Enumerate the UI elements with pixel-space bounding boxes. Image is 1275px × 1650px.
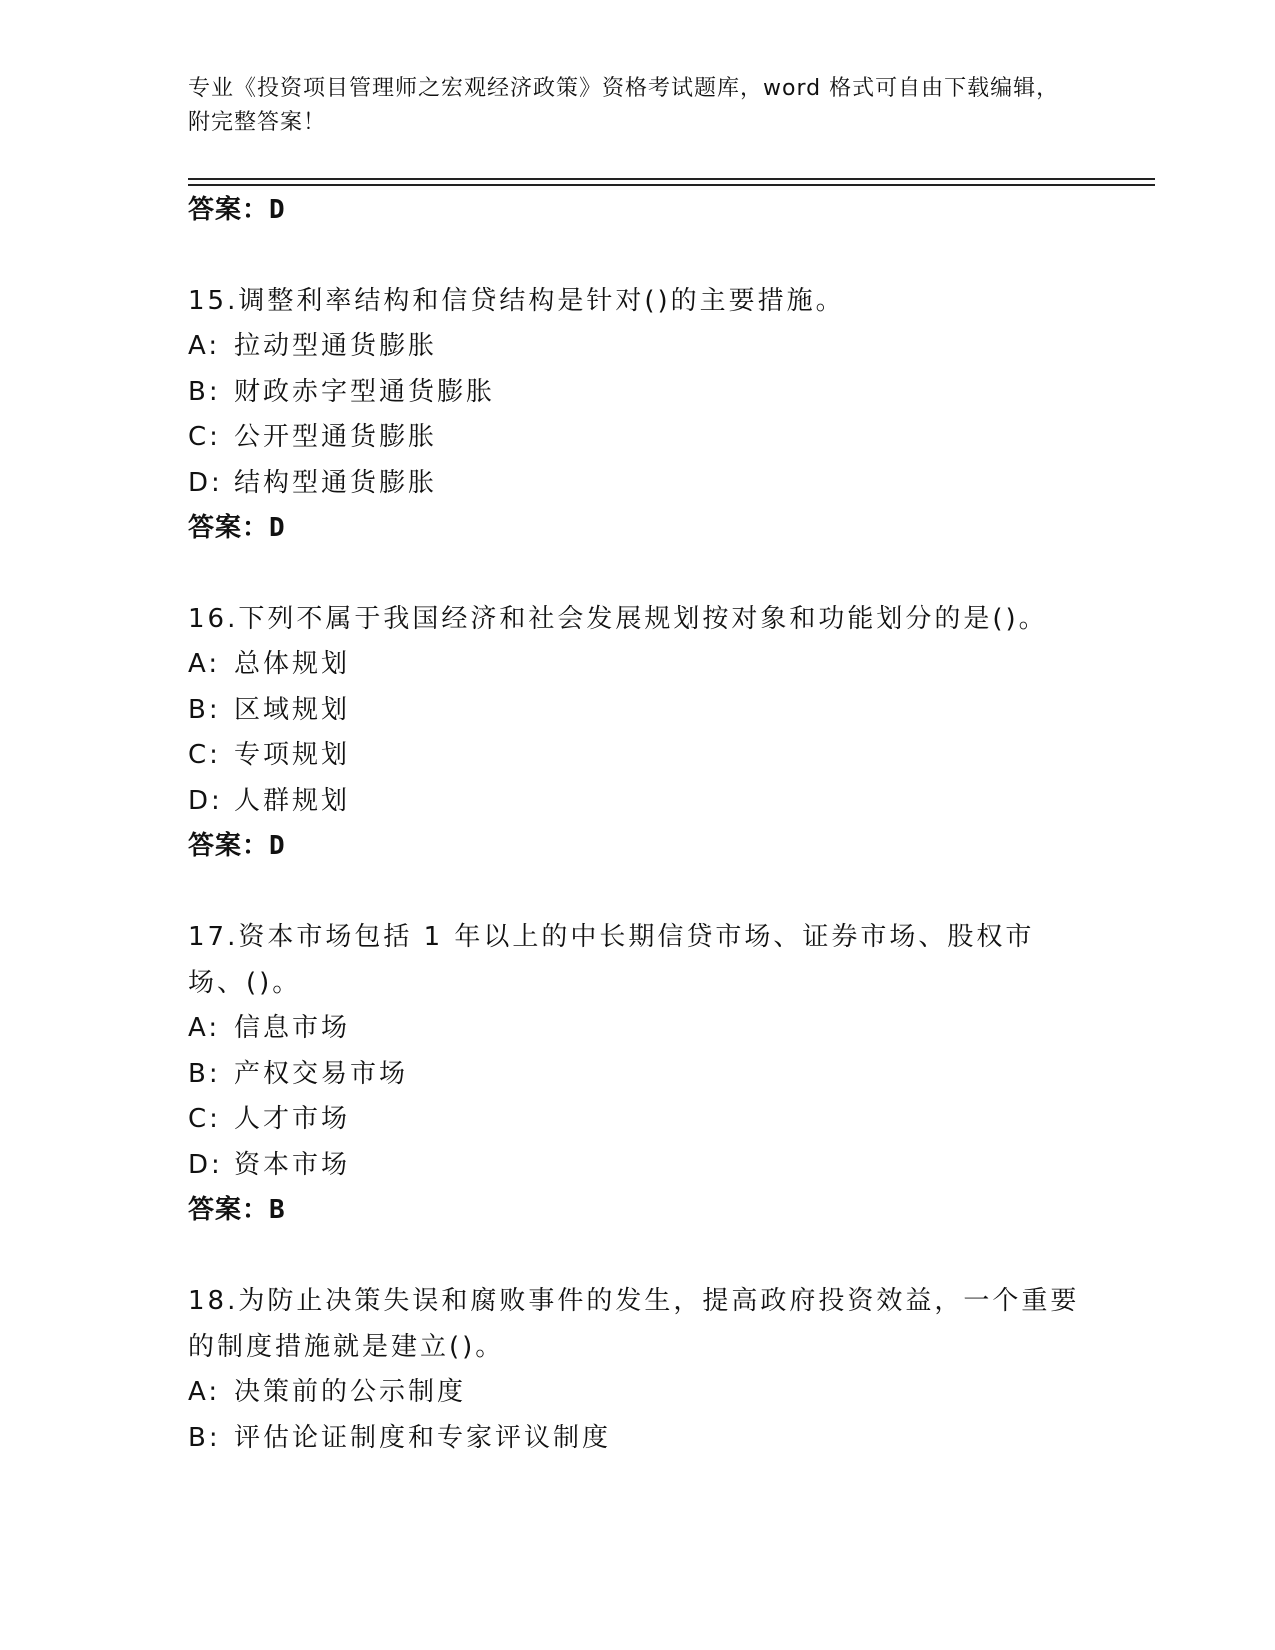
answer-label: 答案： bbox=[188, 831, 270, 861]
answer-line bbox=[188, 506, 1088, 550]
option-text: 区域规划 bbox=[234, 694, 351, 725]
answer-line bbox=[188, 1188, 1088, 1232]
option-letter: B: bbox=[188, 376, 221, 407]
option-text: 专项规划 bbox=[234, 740, 351, 770]
answer-value: D bbox=[269, 513, 286, 543]
option-text: 拉动型通货膨胀 bbox=[234, 331, 438, 361]
option-a bbox=[188, 1006, 1088, 1052]
option-text: 人群规划 bbox=[234, 785, 351, 816]
option-b bbox=[188, 1052, 1088, 1098]
option-b bbox=[188, 688, 1088, 734]
option-c bbox=[188, 415, 1088, 461]
option-letter: B: bbox=[188, 694, 221, 725]
question-list bbox=[188, 188, 1088, 1461]
option-a bbox=[188, 1370, 1088, 1416]
option-text: 总体规划 bbox=[234, 649, 351, 679]
question-text: 15.调整利率结构和信贷结构是针对()的主要措施。 bbox=[188, 286, 845, 316]
answer-label: 答案： bbox=[188, 513, 270, 543]
option-a bbox=[188, 642, 1088, 688]
option-text: 信息市场 bbox=[234, 1013, 351, 1043]
question-text: 17.资本市场包括 1 年以上的中长期信贷市场、证券市场、股权市场、()。 bbox=[188, 922, 1035, 998]
document-header: 专业《投资项目管理师之宏观经济政策》资格考试题库，word 格式可自由下载编辑，附完整答案！ bbox=[188, 76, 1060, 135]
option-d bbox=[188, 461, 1088, 507]
option-letter: A: bbox=[188, 1377, 221, 1407]
answer-line bbox=[188, 188, 1088, 232]
option-letter: A: bbox=[188, 649, 221, 679]
option-letter: C: bbox=[188, 740, 221, 770]
option-a bbox=[188, 324, 1088, 370]
option-letter: A: bbox=[188, 331, 221, 361]
option-letter: A: bbox=[188, 1013, 221, 1043]
option-letter: D: bbox=[188, 1149, 223, 1180]
option-letter: B: bbox=[188, 1058, 221, 1089]
option-letter: C: bbox=[188, 1104, 221, 1134]
option-text: 财政赤字型通货膨胀 bbox=[234, 376, 496, 407]
option-c bbox=[188, 1097, 1088, 1143]
answer-label: 答案： bbox=[188, 195, 270, 225]
option-d bbox=[188, 779, 1088, 825]
option-letter: B: bbox=[188, 1422, 221, 1453]
header-divider-top bbox=[188, 178, 1155, 180]
answer-line bbox=[188, 824, 1088, 868]
answer-value: B bbox=[269, 1195, 286, 1225]
option-letter: C: bbox=[188, 422, 221, 452]
option-text: 资本市场 bbox=[234, 1149, 351, 1180]
answer-label: 答案： bbox=[188, 1195, 270, 1225]
option-text: 人才市场 bbox=[234, 1104, 351, 1134]
option-text: 结构型通货膨胀 bbox=[234, 467, 438, 498]
question-text: 16.下列不属于我国经济和社会发展规划按对象和功能划分的是()。 bbox=[188, 604, 1048, 634]
option-b bbox=[188, 1416, 1088, 1462]
answer-value: D bbox=[269, 831, 286, 861]
option-b bbox=[188, 370, 1088, 416]
option-letter: D: bbox=[188, 467, 223, 498]
option-d bbox=[188, 1143, 1088, 1189]
option-text: 公开型通货膨胀 bbox=[234, 422, 438, 452]
question-text: 18.为防止决策失误和腐败事件的发生，提高政府投资效益，一个重要的制度措施就是建立()。 bbox=[188, 1286, 1080, 1362]
option-letter: D: bbox=[188, 785, 223, 816]
option-text: 评估论证制度和专家评议制度 bbox=[234, 1422, 612, 1453]
option-text: 决策前的公示制度 bbox=[234, 1377, 467, 1407]
option-text: 产权交易市场 bbox=[234, 1058, 409, 1089]
header-divider-bottom bbox=[188, 184, 1155, 186]
option-c bbox=[188, 733, 1088, 779]
answer-value: D bbox=[269, 195, 286, 225]
